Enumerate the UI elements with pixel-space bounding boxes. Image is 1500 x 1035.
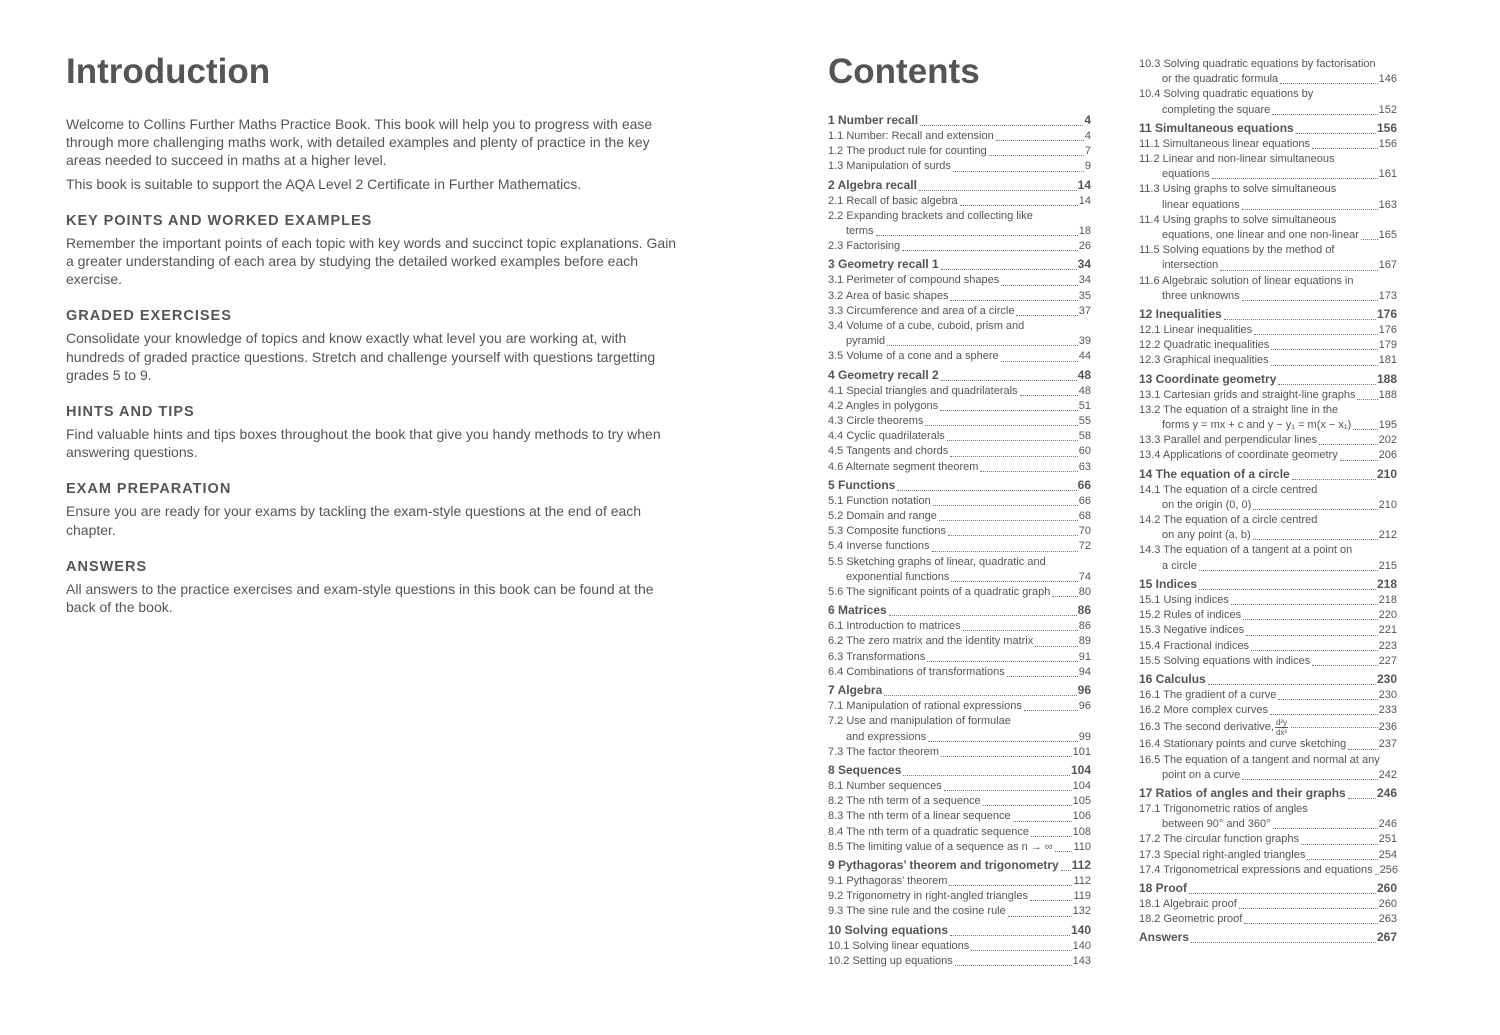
toc-entry[interactable]: 6.3 Transformations 91 <box>828 650 1091 663</box>
toc-chapter[interactable]: 10 Solving equations 140 <box>828 922 1091 937</box>
toc-entry[interactable]: 7.2 Use and manipulation of formulae and expressions 99 <box>828 715 1091 743</box>
toc-entry[interactable]: 13.2 The equation of a straight line in the forms y = mx + c and y − y₁ = m(x − x₁) 195 <box>1139 403 1397 432</box>
section-graded-exercises <box>66 307 678 384</box>
toc-entry[interactable]: 11.6 Algebraic solution of linear equations in three unknowns 173 <box>1139 274 1397 302</box>
toc-entry[interactable]: 17.2 The circular function graphs 251 <box>1139 833 1397 846</box>
toc-entry[interactable]: 16.4 Stationary points and curve sketching 237 <box>1139 738 1397 751</box>
toc-entry[interactable]: 1.3 Manipulation of surds 9 <box>828 160 1091 173</box>
toc-entry[interactable]: 8.4 The nth term of a quadratic sequence 108 <box>828 825 1091 838</box>
toc-entry[interactable]: 13.1 Cartesian grids and straight-line graphs 188 <box>1139 388 1397 401</box>
toc-entry[interactable]: 13.3 Parallel and perpendicular lines 202 <box>1139 434 1397 447</box>
toc-entry[interactable]: 4.6 Alternate segment theorem 63 <box>828 460 1091 473</box>
toc-entry[interactable]: 6.4 Combinations of transformations 94 <box>828 665 1091 678</box>
toc-entry[interactable]: 7.1 Manipulation of rational expressions 96 <box>828 700 1091 713</box>
toc-entry[interactable]: 16.1 The gradient of a curve 230 <box>1139 688 1397 701</box>
toc-entry[interactable]: 12.2 Quadratic inequalities 179 <box>1139 339 1397 352</box>
toc-entry[interactable]: 18.2 Geometric proof 263 <box>1139 913 1397 926</box>
toc-entry[interactable]: 3.3 Circumference and area of a circle 37 <box>828 304 1091 317</box>
toc-chapter[interactable]: 11 Simultaneous equations 156 <box>1139 120 1397 135</box>
section-heading: KEY POINTS AND WORKED EXAMPLES <box>66 212 373 229</box>
toc-entry[interactable]: 17.3 Special right-angled triangles 254 <box>1139 848 1397 861</box>
toc-entry[interactable]: 12.3 Graphical inequalities 181 <box>1139 354 1397 367</box>
toc-entry[interactable]: 3.1 Perimeter of compound shapes 34 <box>828 274 1091 287</box>
toc-entry[interactable]: 10.4 Solving quadratic equations by completing the square 152 <box>1139 88 1397 116</box>
toc-chapter[interactable]: 18 Proof 260 <box>1139 880 1397 895</box>
contents-title: Contents <box>828 52 980 91</box>
toc-entry[interactable]: 16.3 The second derivative, $\frac{\text{d²y}}{\text{dx²}}$ 236 <box>1139 718 1397 738</box>
section-text: Ensure you are ready for your exams by tackling the exam-style questions at the end of each chapter. <box>66 503 642 538</box>
toc-entry[interactable]: 3.2 Area of basic shapes 35 <box>828 289 1091 302</box>
toc-entry[interactable]: 4.1 Special triangles and quadrilaterals 48 <box>828 384 1091 397</box>
toc-entry[interactable]: 11.1 Simultaneous linear equations 156 <box>1139 137 1397 150</box>
intro-paragraph: Welcome to Collins Further Maths Practice Book. This book will help you to progress with ease through more challenging maths work, with detailed examples and plenty of practice in the key areas needed to succeed in maths at a higher level. <box>66 116 653 169</box>
introduction-page <box>66 52 678 616</box>
toc-entry[interactable]: 8.1 Number sequences 104 <box>828 779 1091 792</box>
toc-entry[interactable]: 13.4 Applications of coordinate geometry 206 <box>1139 449 1397 462</box>
toc-chapter[interactable]: 6 Matrices 86 <box>828 603 1091 618</box>
toc-chapter[interactable]: 1 Number recall 4 <box>828 113 1091 127</box>
toc-entry[interactable]: 5.5 Sketching graphs of linear, quadratic and exponential functions 74 <box>828 555 1091 583</box>
toc-entry[interactable]: 1.2 The product rule for counting 7 <box>828 145 1091 158</box>
toc-entry[interactable]: 6.2 The zero matrix and the identity matrix 89 <box>828 635 1091 648</box>
introduction-title: Introduction <box>66 52 271 91</box>
toc-entry[interactable]: 15.2 Rules of indices 220 <box>1139 609 1397 622</box>
contents-column-2 <box>1139 57 1397 946</box>
toc-entry[interactable]: 11.5 Solving equations by the method of intersection 167 <box>1139 244 1397 272</box>
toc-entry[interactable]: 8.2 The nth term of a sequence 105 <box>828 795 1091 808</box>
section-heading: GRADED EXERCISES <box>66 308 232 325</box>
toc-entry[interactable]: 12.1 Linear inequalities 176 <box>1139 324 1397 337</box>
toc-entry[interactable]: 11.3 Using graphs to solve simultaneous linear equations 163 <box>1139 183 1397 211</box>
section-heading: ANSWERS <box>66 558 148 575</box>
toc-entry[interactable]: 10.2 Setting up equations 143 <box>828 954 1091 967</box>
toc-entry[interactable]: 14.3 The equation of a tangent at a point on a circle 215 <box>1139 544 1397 572</box>
toc-entry[interactable]: 9.3 The sine rule and the cosine rule 132 <box>828 905 1091 918</box>
toc-entry[interactable]: 5.1 Function notation 66 <box>828 494 1091 507</box>
toc-entry[interactable]: 5.6 The significant points of a quadratic graph 80 <box>828 586 1091 599</box>
section-text: Find valuable hints and tips boxes throughout the book that give you handy methods to try when answering questions. <box>66 426 661 461</box>
section-heading: EXAM PREPARATION <box>66 481 232 498</box>
second-derivative-fraction: $\frac{\text{d²y}}{\text{dx²}}$ <box>1275 718 1288 738</box>
toc-entry[interactable]: 15.1 Using indices 218 <box>1139 593 1397 606</box>
toc-chapter[interactable]: 12 Inequalities 176 <box>1139 307 1397 322</box>
toc-entry[interactable]: 16.2 More complex curves 233 <box>1139 704 1397 717</box>
section-answers <box>66 558 678 616</box>
toc-entry[interactable]: 11.2 Linear and non-linear simultaneous equations 161 <box>1139 153 1397 181</box>
toc-entry[interactable]: 9.1 Pythagoras’ theorem 112 <box>828 874 1091 887</box>
toc-chapter[interactable]: 15 Indices 218 <box>1139 576 1397 591</box>
toc-entry[interactable]: 10.1 Solving linear equations 140 <box>828 939 1091 952</box>
toc-entry[interactable]: 5.4 Inverse functions 72 <box>828 540 1091 553</box>
toc-entry[interactable]: 6.1 Introduction to matrices 86 <box>828 620 1091 633</box>
toc-chapter[interactable]: 7 Algebra 96 <box>828 683 1091 698</box>
toc-entry[interactable]: 18.1 Algebraic proof 260 <box>1139 897 1397 910</box>
contents-column-1 <box>828 110 1091 969</box>
toc-entry[interactable]: 15.5 Solving equations with indices 227 <box>1139 654 1397 667</box>
toc-entry[interactable]: 3.5 Volume of a cone and a sphere 44 <box>828 350 1091 363</box>
section-text: Remember the important points of each topic with key words and succinct topic explanations. Gain a greater understanding of each area by studying the detailed worked examples before each exercise. <box>66 234 677 288</box>
toc-entry[interactable]: 11.4 Using graphs to solve simultaneous equations, one linear and one non-linear 165 <box>1139 213 1397 242</box>
toc-entry[interactable]: 5.2 Domain and range 68 <box>828 510 1091 523</box>
toc-entry[interactable]: 4.5 Tangents and chords 60 <box>828 445 1091 458</box>
toc-entry[interactable]: 4.2 Angles in polygons 51 <box>828 399 1091 412</box>
toc-entry[interactable]: 5.3 Composite functions 70 <box>828 525 1091 538</box>
toc-chapter[interactable]: 14 The equation of a circle 210 <box>1139 466 1397 481</box>
toc-entry[interactable]: 15.3 Negative indices 221 <box>1139 624 1397 637</box>
toc-chapter-answers[interactable]: Answers 267 <box>1139 930 1397 945</box>
toc-entry[interactable]: 2.1 Recall of basic algebra 14 <box>828 194 1091 207</box>
section-key-points <box>66 212 678 289</box>
toc-chapter[interactable]: 5 Functions 66 <box>828 477 1091 492</box>
toc-entry[interactable]: 2.3 Factorising 26 <box>828 240 1091 253</box>
section-exam-preparation <box>66 480 678 538</box>
toc-entry[interactable]: 14.1 The equation of a circle centred on the origin (0, 0) 210 <box>1139 483 1397 511</box>
toc-entry[interactable]: 4.3 Circle theorems 55 <box>828 415 1091 428</box>
section-heading: HINTS AND TIPS <box>66 404 195 421</box>
toc-chapter[interactable]: 9 Pythagoras’ theorem and trigonometry 112 <box>828 857 1091 872</box>
section-text: All answers to the practice exercises and exam-style questions in this book can be found at the back of the book. <box>66 580 654 616</box>
toc-entry[interactable]: 15.4 Fractional indices 223 <box>1139 639 1397 652</box>
section-hints-and-tips <box>66 403 678 461</box>
toc-chapter[interactable]: 2 Algebra recall 14 <box>828 177 1091 192</box>
toc-entry[interactable]: 17.1 Trigonometric ratios of angles between 90° and 360° 246 <box>1139 802 1397 831</box>
toc-entry[interactable]: 8.5 The limiting value of a sequence as n → ∞ 110 <box>828 840 1091 853</box>
toc-entry[interactable]: 10.3 Solving quadratic equations by factorisation or the quadratic formula 146 <box>1139 58 1397 86</box>
toc-chapter[interactable]: 16 Calculus 230 <box>1139 671 1397 686</box>
toc-entry[interactable]: 1.1 Number: Recall and extension 4 <box>828 130 1091 142</box>
toc-entry[interactable]: 4.4 Cyclic quadrilaterals 58 <box>828 430 1091 443</box>
toc-entry[interactable]: 17.4 Trigonometrical expressions and equations 256 <box>1139 863 1398 876</box>
toc-entry[interactable]: 7.3 The factor theorem 101 <box>828 745 1091 758</box>
toc-entry[interactable]: 8.3 The nth term of a linear sequence 106 <box>828 810 1091 823</box>
toc-chapter[interactable]: 13 Coordinate geometry 188 <box>1139 371 1397 386</box>
toc-entry[interactable]: 9.2 Trigonometry in right-angled triangles 119 <box>828 890 1091 903</box>
toc-chapter[interactable]: 17 Ratios of angles and their graphs 246 <box>1139 785 1397 800</box>
section-text: Consolidate your knowledge of topics and know exactly what level you are working at, with hundreds of graded practice questions. Stretch and challenge yourself with questions targetting grades 5 to 9. <box>66 330 656 383</box>
toc-entry[interactable]: 16.5 The equation of a tangent and normal at any point on a curve 242 <box>1139 753 1397 781</box>
toc-entry[interactable]: 2.2 Expanding brackets and collecting like terms 18 <box>828 209 1091 238</box>
intro-paragraph: This book is suitable to support the AQA Level 2 Certificate in Further Mathematics. <box>66 175 582 192</box>
toc-chapter[interactable]: 8 Sequences 104 <box>828 762 1091 777</box>
toc-entry[interactable]: 14.2 The equation of a circle centred on any point (a, b) 212 <box>1139 514 1397 542</box>
toc-chapter[interactable]: 3 Geometry recall 1 34 <box>828 257 1091 272</box>
toc-chapter[interactable]: 4 Geometry recall 2 48 <box>828 367 1091 382</box>
toc-entry[interactable]: 3.4 Volume of a cube, cuboid, prism and pyramid 39 <box>828 320 1091 348</box>
